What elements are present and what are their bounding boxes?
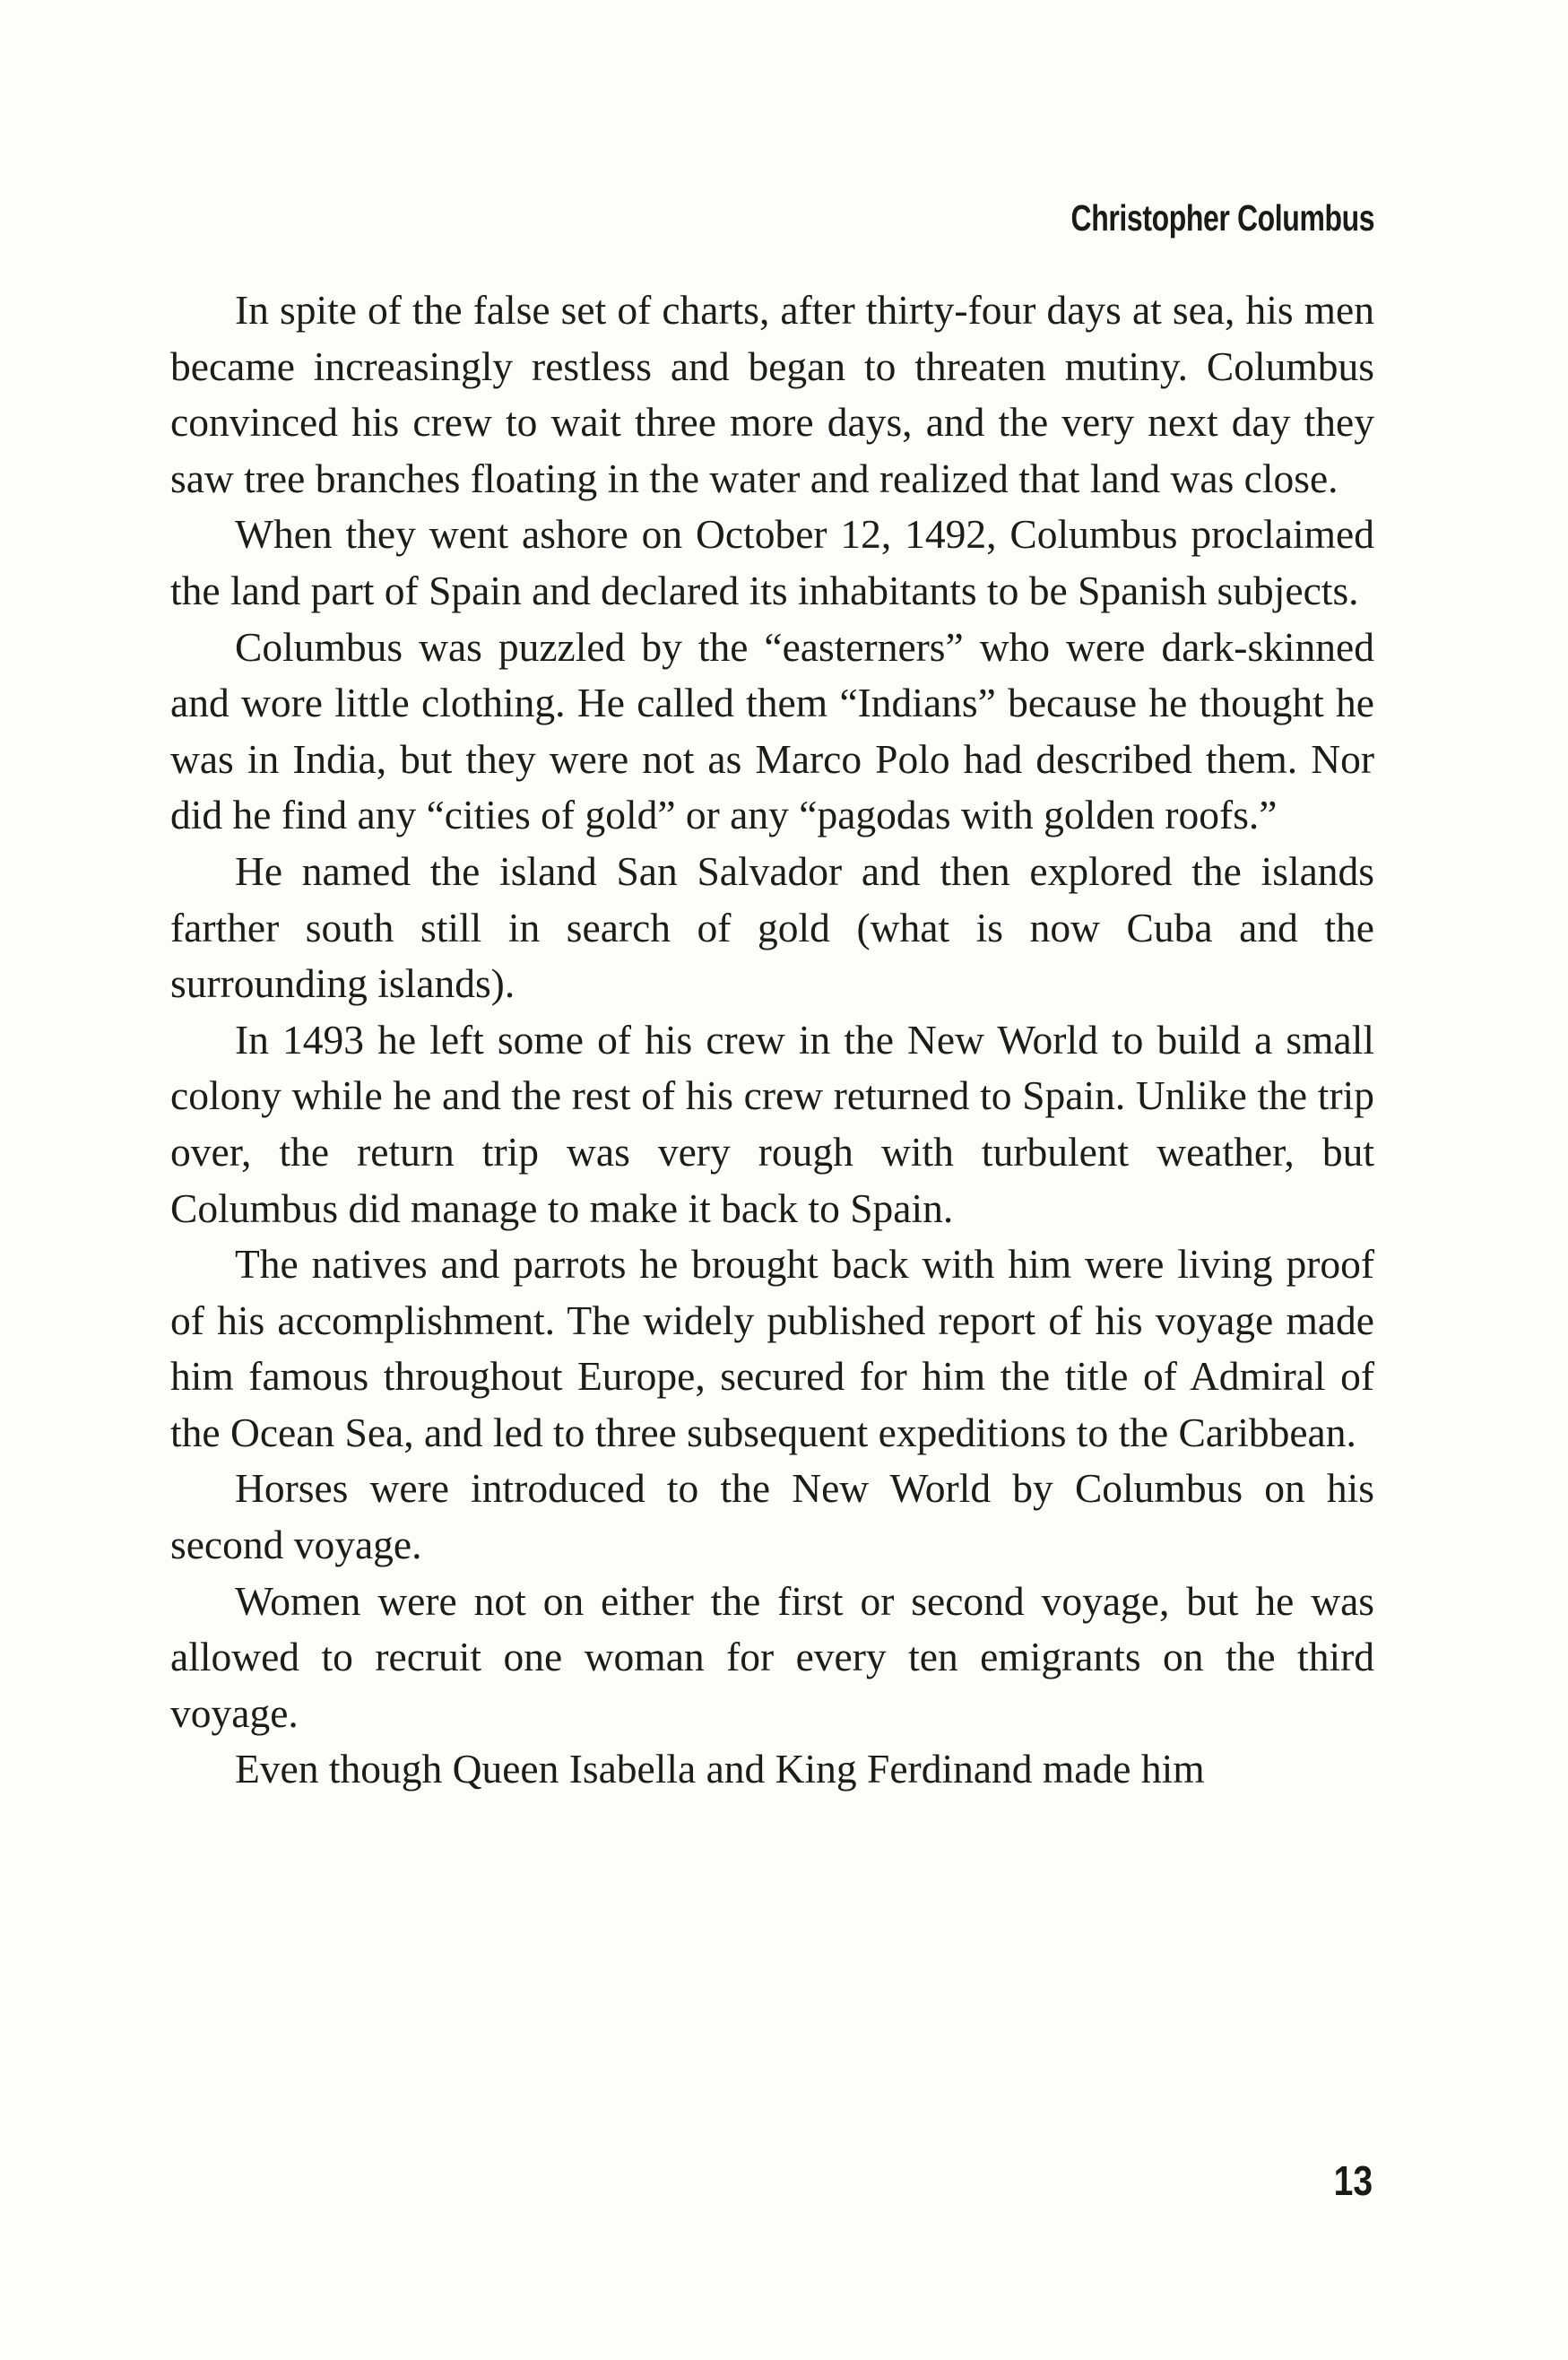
paragraph: Even though Queen Isabella and King Ferdinand made him [235,1746,1205,1792]
running-head: Christopher Columbus [1070,197,1374,239]
page-number: 13 [1333,2157,1373,2204]
paragraph: Columbus was puzzled by the “easterners” who were dark-skinned and wore little clothing. He called them “Indians” because he thought he was in India, but they were not as Marco Polo had described them. Nor did he find any “cities of gold” or any “pagodas with golden roofs.” [170,623,1374,838]
paragraph: In spite of the false set of charts, after thirty-four days at sea, his men became increasingly restless and began to threaten mutiny. Columbus convinced his crew to wait three more days, and the very next day they saw tree branches floating in the water and realized that land was close. [170,287,1374,501]
paragraph: Women were not on either the first or second voyage, but he was allowed to recruit one woman for every ten emigrants on the third voyage. [170,1577,1374,1736]
body-text [170,282,1374,1798]
paragraph: When they went ashore on October 12, 1492, Columbus proclaimed the land part of Spain and declared its inhabitants to be Spanish subjects. [170,511,1374,613]
paragraph: He named the island San Salvador and then explored the islands farther south still in search of gold (what is now Cuba and the surrounding islands). [170,847,1374,1007]
paragraph: Horses were introduced to the New World by Columbus on his second voyage. [170,1465,1374,1568]
paragraph: In 1493 he left some of his crew in the New World to build a small colony while he and the rest of his crew returned to Spain. Unlike the trip over, the return trip was very rough with turbulent weather, but Columbus did manage to make it back to Spain. [170,1016,1374,1231]
paragraph: The natives and parrots he brought back with him were living proof of his accomplishment. The widely published report of his voyage made him famous throughout Europe, secured for him the title of Admiral of the Ocean Sea, and led to three subsequent expeditions to the Caribbean. [170,1241,1374,1455]
